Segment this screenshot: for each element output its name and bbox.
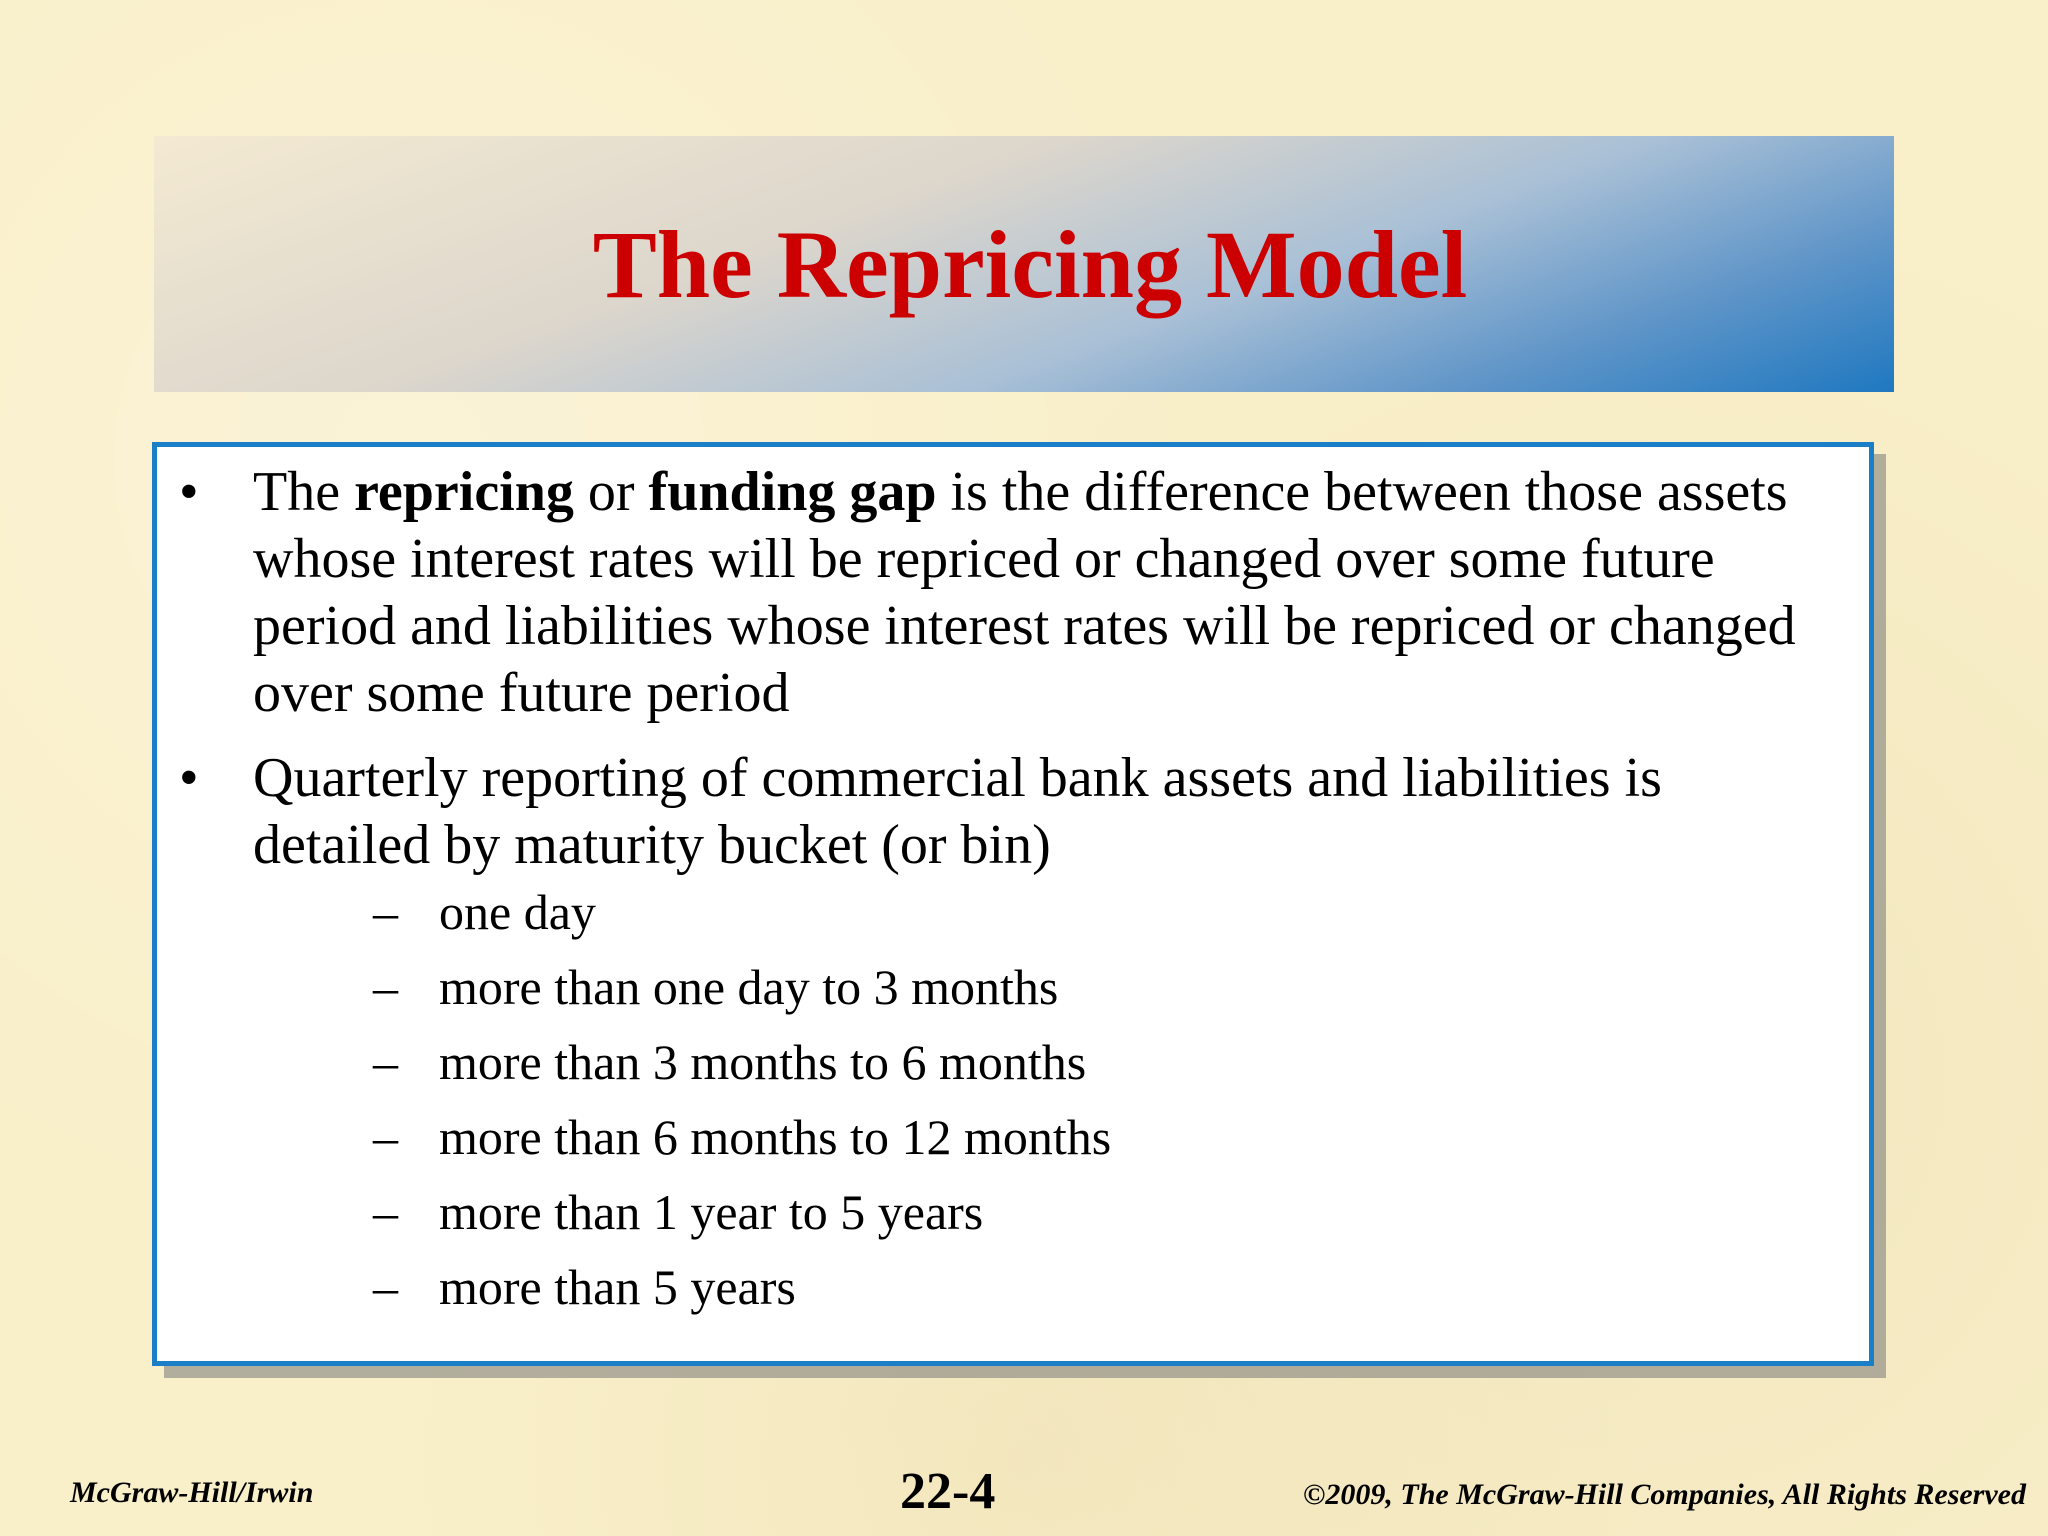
maturity-bucket-item — [253, 1025, 1829, 1100]
bullet-item-quarterly-reporting — [157, 745, 1869, 1325]
bullet-marker: • — [179, 461, 199, 523]
maturity-bucket-item — [253, 875, 1829, 950]
slide-title: The Repricing Model — [592, 210, 1468, 318]
sub-marker: – — [373, 1034, 398, 1090]
footer-publisher: McGraw-Hill/Irwin — [70, 1476, 314, 1509]
bullet-item-funding-gap — [157, 459, 1869, 727]
sub-item-text: more than 6 months to 12 months — [439, 1109, 1112, 1165]
sub-marker: – — [373, 1109, 398, 1165]
bullet-text-part: The — [253, 461, 355, 523]
sub-item-text: more than one day to 3 months — [439, 959, 1059, 1015]
sub-marker: – — [373, 959, 398, 1015]
sub-item-text: more than 3 months to 6 months — [439, 1034, 1087, 1090]
bullet-list — [157, 459, 1869, 1343]
sub-item-text: more than 1 year to 5 years — [439, 1184, 984, 1240]
sub-marker: – — [373, 1184, 398, 1240]
sub-item-text: one day — [439, 884, 596, 940]
sub-marker: – — [373, 884, 398, 940]
bullet-text-part: Quarterly reporting of commercial bank assets and liabilities is detailed by maturity bucket (or bin) — [253, 747, 1662, 876]
bullet-text-part: is the difference between those assets whose interest rates will be repriced or changed over some future period and liabilities whose interest rates will be repriced or changed over some future period — [253, 461, 1796, 724]
sub-marker: – — [373, 1259, 398, 1315]
maturity-bucket-item — [253, 1250, 1829, 1325]
title-band — [154, 136, 1894, 392]
sub-item-text: more than 5 years — [439, 1259, 796, 1315]
term-repricing: repricing — [354, 461, 574, 523]
maturity-bucket-list — [253, 875, 1829, 1325]
footer-copyright: ©2009, The McGraw-Hill Companies, All Rights Reserved — [1303, 1478, 2026, 1511]
content-box — [152, 442, 1874, 1366]
term-funding-gap: funding gap — [648, 461, 937, 523]
maturity-bucket-item — [253, 950, 1829, 1025]
maturity-bucket-item — [253, 1100, 1829, 1175]
bullet-text-part: or — [573, 461, 649, 523]
maturity-bucket-item — [253, 1175, 1829, 1250]
bullet-marker: • — [179, 747, 199, 809]
footer-slide-number: 22-4 — [900, 1463, 996, 1520]
